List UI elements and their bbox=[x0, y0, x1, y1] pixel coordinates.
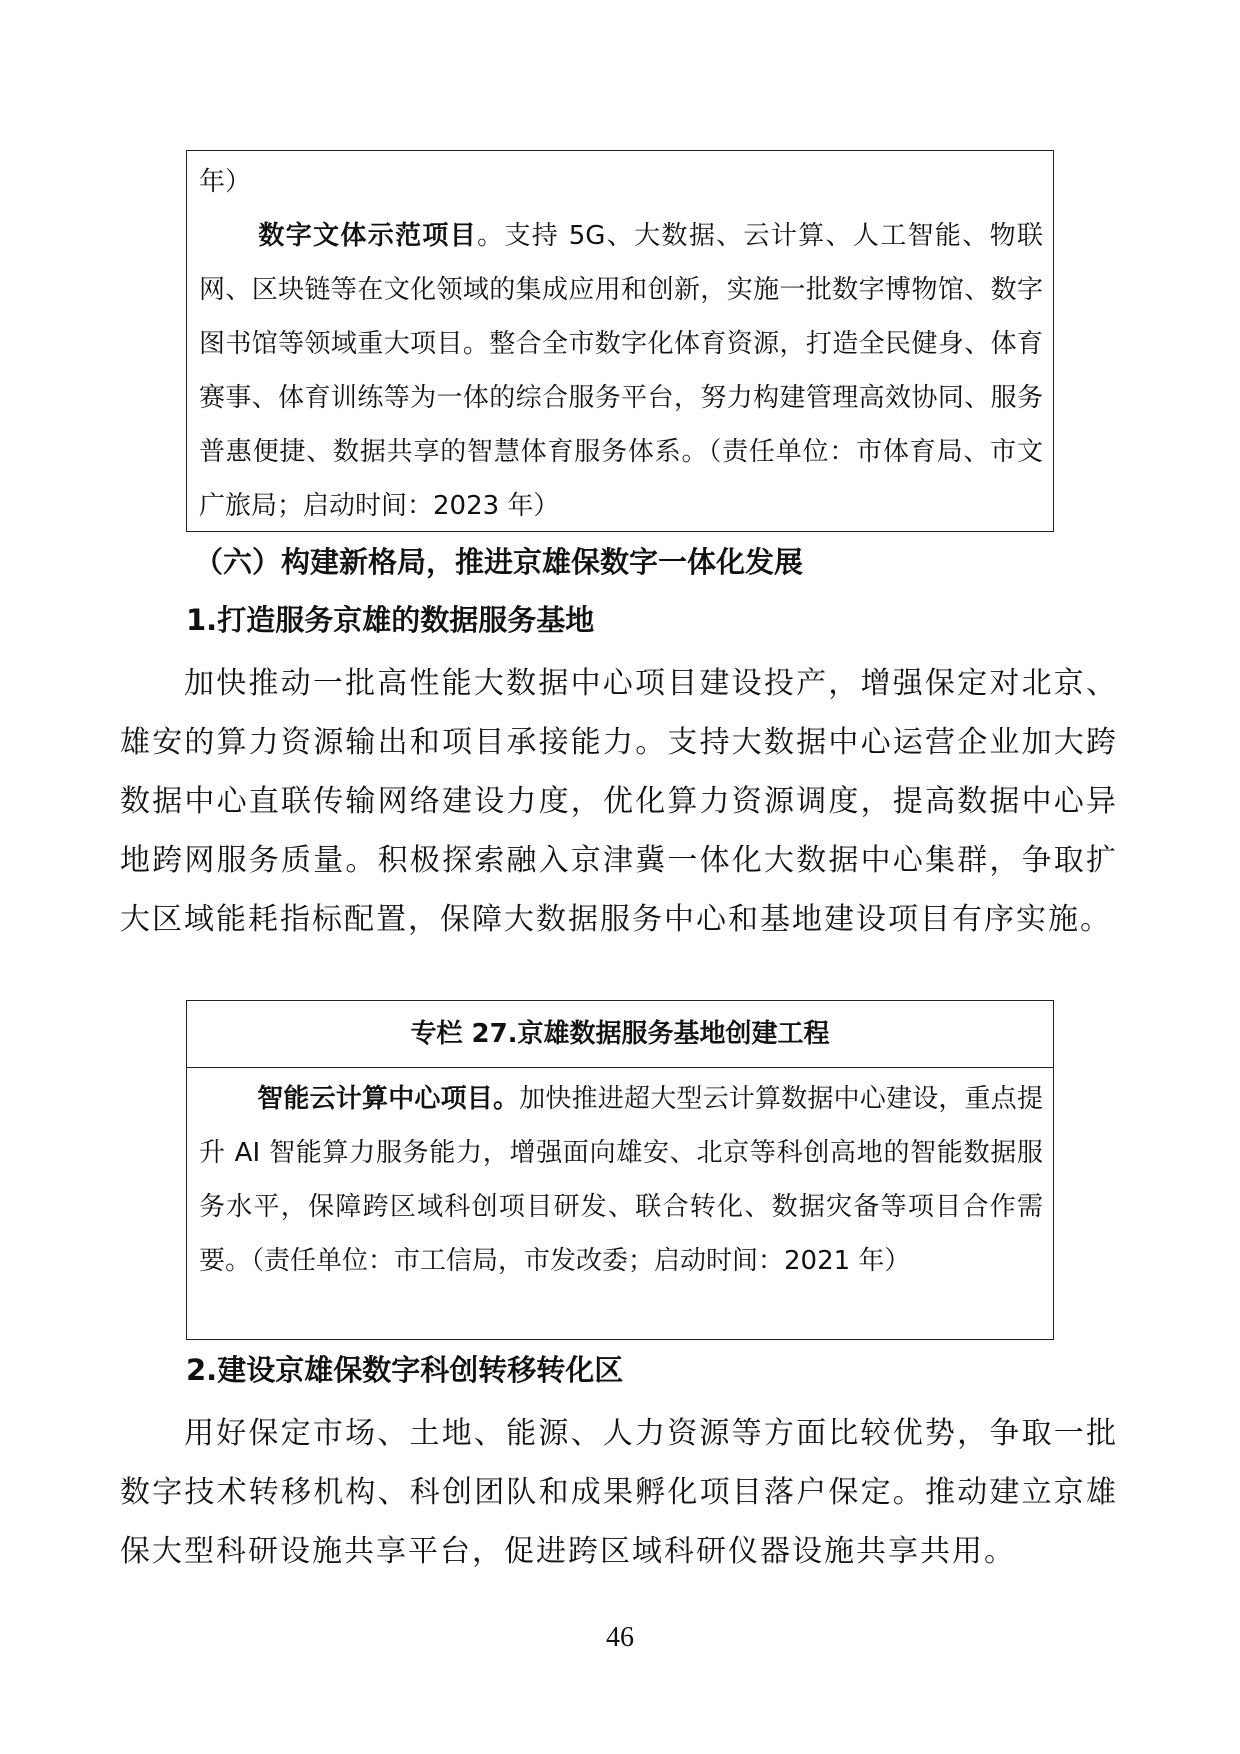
project-body: 。支持 5G、大数据、云计算、人工智能、物联网、区块链等在文化领域的集成应用和创新，实施一批数字博物馆、数字图书馆等领域重大项目。整合全市数字化体育资源，打造全民健身、体育赛事、体育训练等为一体的综合服务平台，努力构建管理高效协同、服务普惠便捷、数据共享的智慧体育服务体系。（责任单位：市体育局、市文广旅局；启动时间：2023 年） bbox=[199, 221, 1043, 521]
body-paragraph-1: 加快推动一批高性能大数据中心项目建设投产，增强保定对北京、雄安的算力资源输出和项目承接能力。支持大数据中心运营企业加大跨数据中心直联传输网络建设力度，优化算力资源调度，提高数据中心异地跨网服务质量。积极探索融入京津冀一体化大数据中心集群，争取扩大区域能耗指标配置，保障大数据服务中心和基地建设项目有序实施。 bbox=[120, 666, 1118, 937]
project-paragraph bbox=[199, 1072, 1043, 1288]
box-content bbox=[187, 1068, 1053, 1288]
project-body: 加快推进超大型云计算数据中心建设，重点提升 AI 智能算力服务能力，增强面向雄安、北京等科创高地的智能数据服务水平，保障跨区域科创项目研发、联合转化、数据灾备等项目合作需要。（责任单位：市工信局，市发改委；启动时间：2021 年） bbox=[199, 1084, 1043, 1276]
project-title: 智能云计算中心项目。 bbox=[257, 1084, 520, 1114]
project-title: 数字文体示范项目 bbox=[257, 221, 478, 251]
subsection-heading-2: 2.建设京雄保数字科创转移转化区 bbox=[186, 1353, 624, 1387]
subsection-heading-1: 1.打造服务京雄的数据服务基地 bbox=[186, 603, 595, 637]
page-number: 46 bbox=[606, 1622, 634, 1653]
column-box-title: 专栏 27.京雄数据服务基地创建工程 bbox=[187, 1001, 1053, 1068]
project-paragraph bbox=[199, 209, 1043, 533]
section-heading-six: （六）构建新格局，推进京雄保数字一体化发展 bbox=[194, 545, 804, 579]
box-content bbox=[187, 151, 1053, 533]
column-box-digital-culture-sports bbox=[186, 150, 1054, 532]
body-paragraph-2: 用好保定市场、土地、能源、人力资源等方面比较优势，争取一批数字技术转移机构、科创团队和成果孵化项目落户保定。推动建立京雄保大型科研设施共享平台，促进跨区域科研仪器设施共享共用。 bbox=[120, 1416, 1118, 1569]
box-lead-line: 年） bbox=[199, 167, 252, 197]
column-box-27 bbox=[186, 1000, 1054, 1340]
